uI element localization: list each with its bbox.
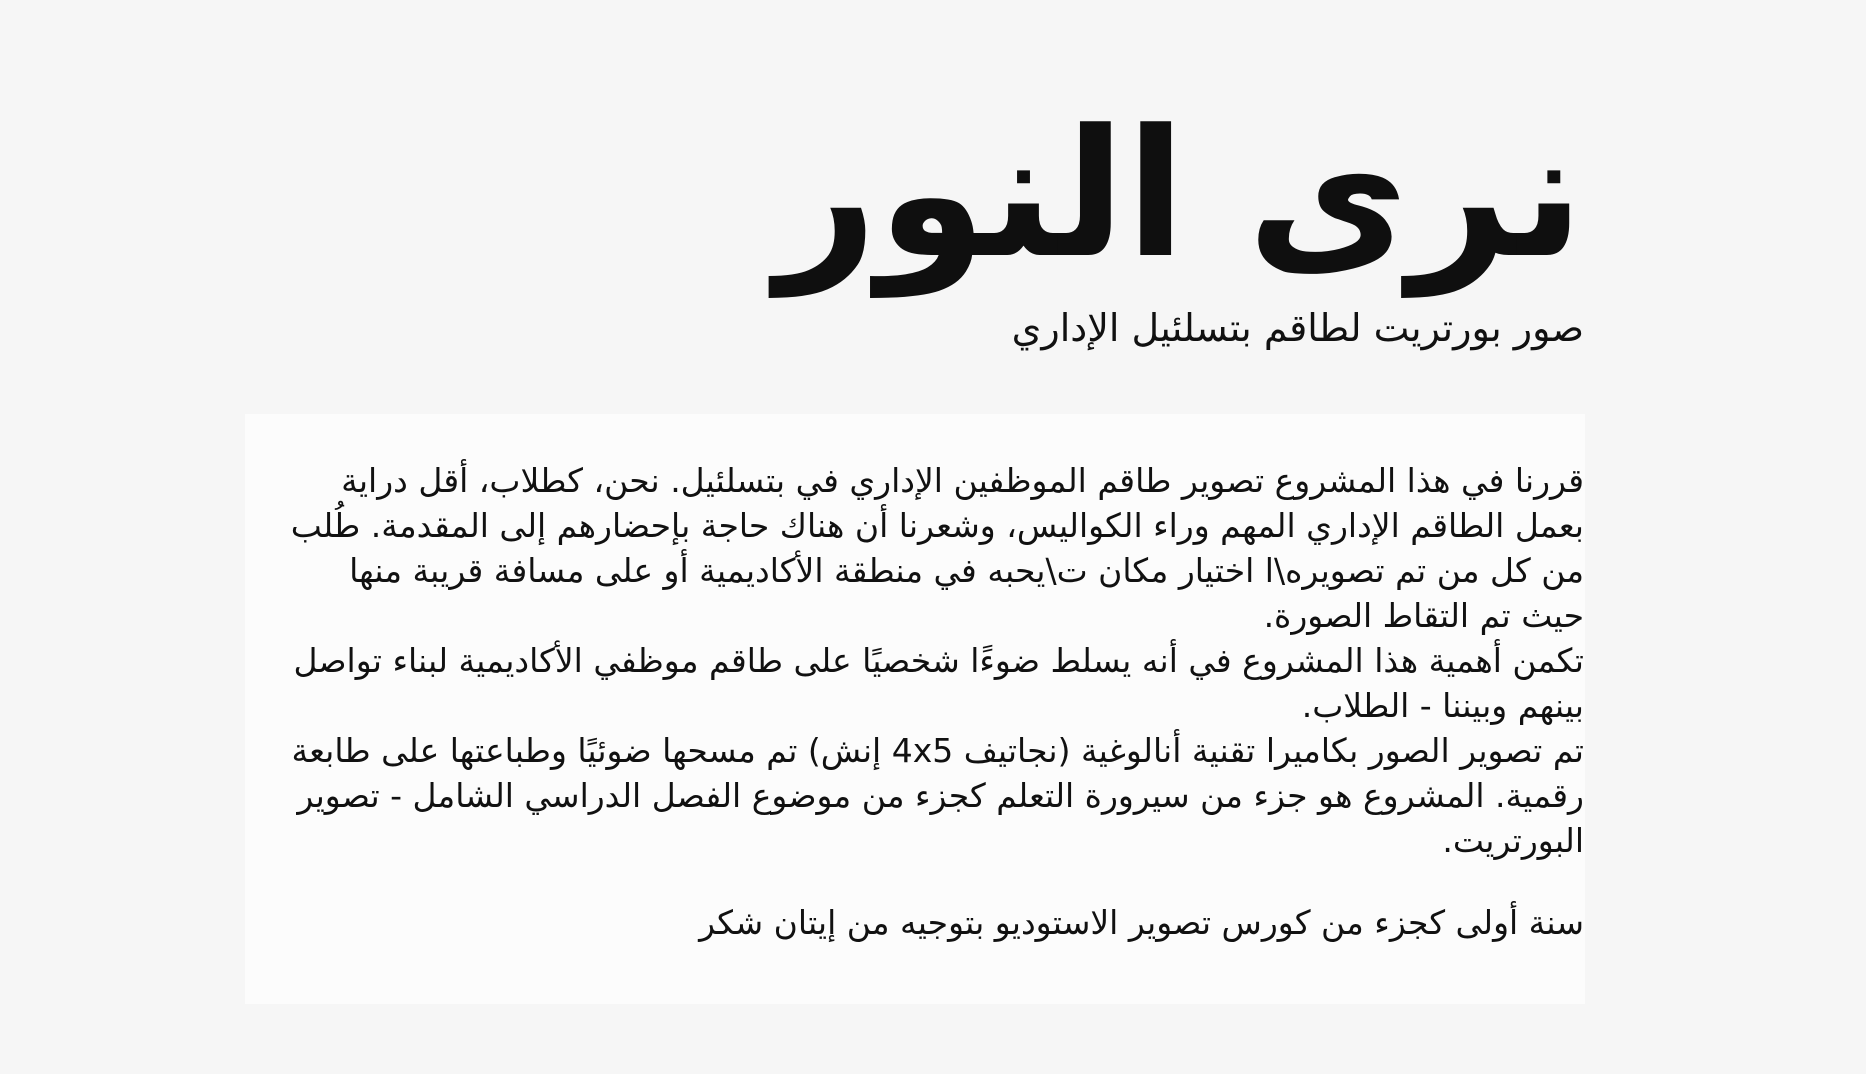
page-title: نرى النور xyxy=(775,92,1584,297)
course-credit: سنة أولى كجزء من كورس تصوير الاستوديو بتوجيه من إيتان شكر xyxy=(699,903,1584,942)
page-subtitle: صور بورتريت لطاقم بتسلئيل الإداري xyxy=(1011,306,1584,350)
paragraph-technique: تم تصوير الصور بكاميرا تقنية أنالوغية (نجاتيف 4x5 إنش) تم مسحها ضوئيًا وطباعتها على طابعة رقمية. المشروع هو جزء من سيرورة التعلم كجزء من موضوع الفصل الدراسي الشامل - تصوير البورتريت. xyxy=(291,731,1584,860)
project-description xyxy=(284,458,1584,863)
paragraph-importance: تكمن أهمية هذا المشروع في أنه يسلط ضوءًا شخصيًا على طاقم موظفي الأكاديمية لبناء تواصل بينهم وبيننا - الطلاب. xyxy=(293,641,1584,725)
paragraph-intro: قررنا في هذا المشروع تصوير طاقم الموظفين الإداري في بتسلئيل. نحن، كطلاب، أقل دراية بعمل الطاقم الإداري المهم وراء الكواليس، وشعرنا أن هناك حاجة بإحضارهم إلى المقدمة. طُلب من كل من تم تصويره\ا اختيار مكان ت\يحبه في منطقة الأكاديمية أو على مسافة قريبة منها حيث تم التقاط الصورة. xyxy=(290,461,1584,635)
